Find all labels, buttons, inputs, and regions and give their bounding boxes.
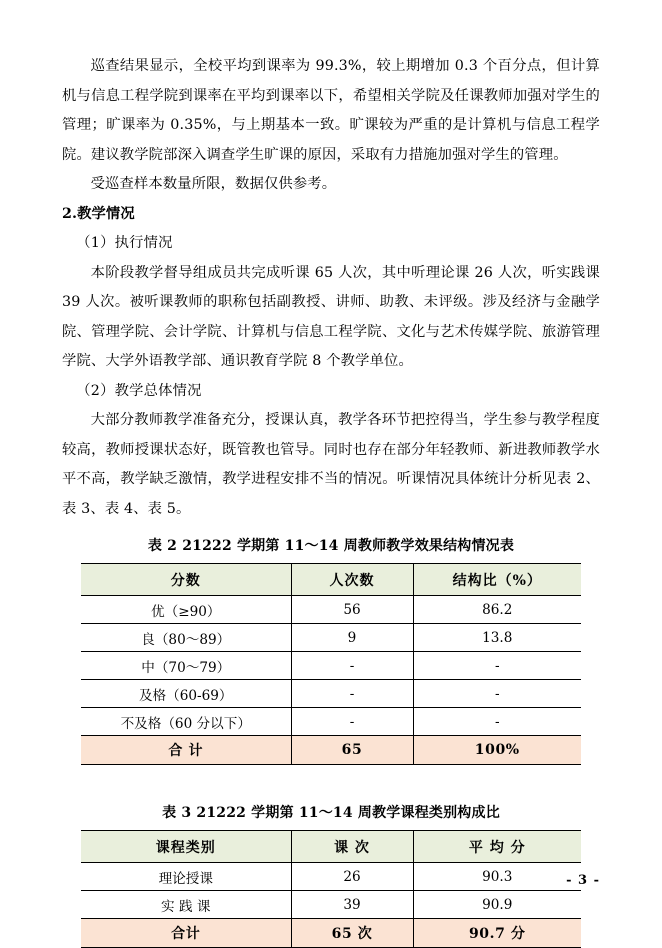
table3-total-count: 65 次: [291, 919, 413, 948]
table-row: [81, 624, 581, 652]
table3-cell-avg: 90.3: [413, 863, 581, 891]
table3-caption: 表 3 21222 学期第 11～14 周教学课程类别构成比: [162, 805, 500, 821]
table2-cell-ratio: -: [413, 708, 581, 736]
table2-total-ratio: 100%: [413, 736, 581, 765]
table3-block: [62, 799, 600, 948]
table2-caption: 表 2 21222 学期第 11～14 周教师教学效果结构情况表: [147, 538, 515, 554]
table2-block: [62, 532, 600, 765]
table2-cell-label: 中（70～79）: [81, 652, 291, 680]
table-row: [81, 891, 581, 919]
table3-cell-avg: 90.9: [413, 891, 581, 919]
table2-cell-ratio: -: [413, 652, 581, 680]
table2-cell-count: -: [291, 652, 413, 680]
subsection-heading-overall: （2）教学总体情况: [76, 382, 202, 399]
table2: [81, 563, 581, 765]
table3-header-row: [81, 831, 581, 863]
subsection-heading-execution: （1）执行情况: [76, 235, 173, 251]
table2-cell-ratio: -: [413, 680, 581, 708]
table2-header-ratio: 结构比（%）: [413, 564, 581, 596]
table2-cell-ratio: 86.2: [413, 596, 581, 624]
paragraph-attendance: 巡查结果显示，全校平均到课率为 99.3%，较上期增加 0.3 个百分点，但计算机与信息工程学院到课率在平均到课率以下，希望相关学院及任课教师加强对学生的管理；旷课率为 0.35%，与上期基本一致。旷课较为严重的是计算机与信息工程学院。建议教学院部深入调查学生旷课的原因，采取有力措施加强对学生的管理。: [62, 58, 600, 163]
table3-total-avg: 90.7 分: [413, 919, 581, 948]
table-gap: [62, 765, 600, 791]
table3-total-label: 合计: [81, 919, 291, 948]
section-heading-teaching: 2.教学情况: [62, 205, 135, 222]
table2-cell-label: 及格（60-69）: [81, 680, 291, 708]
table3-total-row: [81, 919, 581, 948]
table3-header-sessions: 课 次: [291, 831, 413, 863]
table2-header-row: [81, 564, 581, 596]
table-row: [81, 863, 581, 891]
table-row: [81, 652, 581, 680]
page-number: - 3 -: [566, 873, 600, 888]
table-row: [81, 680, 581, 708]
table2-cell-label: 良（80～89）: [81, 624, 291, 652]
table3-cell-count: 26: [291, 863, 413, 891]
table3-cell-label: 实 践 课: [81, 891, 291, 919]
table2-cell-count: -: [291, 708, 413, 736]
table2-header-count: 人次数: [291, 564, 413, 596]
table2-total-count: 65: [291, 736, 413, 765]
table2-cell-count: 9: [291, 624, 413, 652]
paragraph-overall: 大部分教师教学准备充分，授课认真，教学各环节把控得当，学生参与教学程度较高，教师授课状态好，既管教也管导。同时也存在部分年轻教师、新进教师教学水平不高，教学缺乏激情，教学进程安排不当的情况。听课情况具体统计分析见表 2、表 3、表 4、表 5。: [62, 412, 600, 517]
table2-header-score: 分数: [81, 564, 291, 596]
table2-total-row: [81, 736, 581, 765]
table-row: [81, 596, 581, 624]
table2-total-label: 合 计: [81, 736, 291, 765]
table2-cell-label: 不及格（60 分以下）: [81, 708, 291, 736]
table3-cell-label: 理论授课: [81, 863, 291, 891]
table-row: [81, 708, 581, 736]
table3-cell-count: 39: [291, 891, 413, 919]
table2-cell-label: 优（≥90）: [81, 596, 291, 624]
table3: [81, 830, 581, 948]
table2-cell-ratio: 13.8: [413, 624, 581, 652]
table3-header-average: 平 均 分: [413, 831, 581, 863]
paragraph-sample-note: 受巡查样本数量所限，数据仅供参考。: [90, 176, 337, 192]
paragraph-execution: 本阶段教学督导组成员共完成听课 65 人次，其中听理论课 26 人次，听实践课 39 人次。被听课教师的职称包括副教授、讲师、助教、未评级。涉及经济与金融学院、管理学院、会计学院、计算机与信息工程学院、文化与艺术传媒学院、旅游管理学院、大学外语教学部、通识教育学院 8 个教学单位。: [62, 264, 600, 369]
table2-cell-count: -: [291, 680, 413, 708]
table2-cell-count: 56: [291, 596, 413, 624]
table3-header-course-type: 课程类别: [81, 831, 291, 863]
